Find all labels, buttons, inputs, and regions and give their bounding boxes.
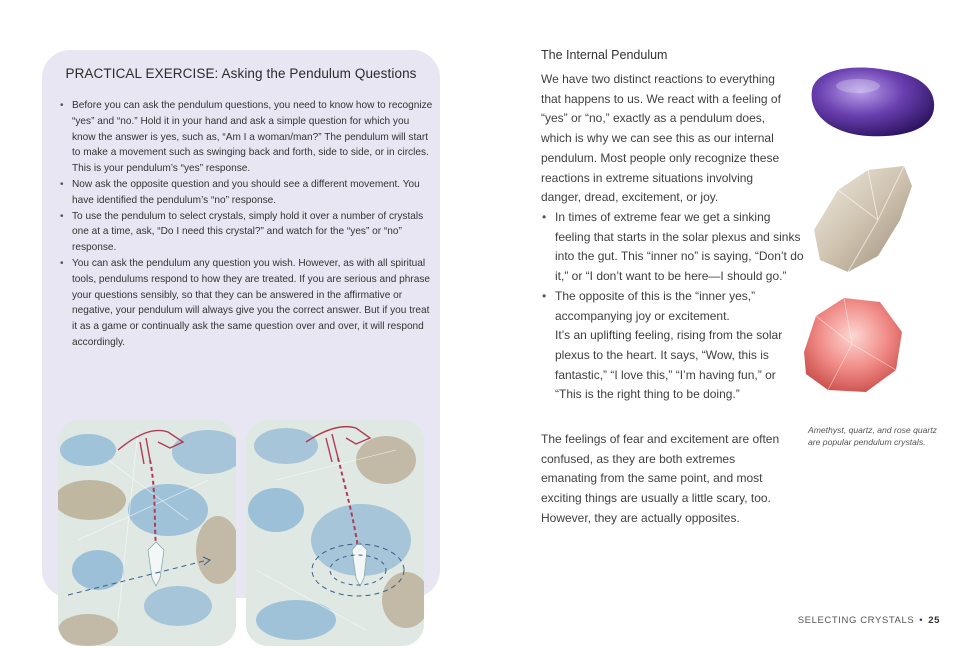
- page-number: 25: [928, 615, 940, 626]
- pendulum-illustration-right: [246, 420, 424, 646]
- reaction-text: In times of extreme fear we get a sinking feeling that starts in the solar plexus and sinks into the gut. This “inner no” is saying, “Don’t do it,” or “I don’t want to be here—I should go.”: [555, 210, 804, 284]
- closing-paragraph: The feelings of fear and excitement are often confused, as they are both extremes emanating from the same point, and most exciting things are usually a little scary, too. However, they are actually opposites.: [541, 432, 780, 525]
- exercise-list: [59, 98, 434, 351]
- intro-paragraph: We have two distinct reactions to everything that happens to us. We react with a feeling of “yes” or “no,” exactly as a pendulum does, which is why we can see this as our internal pendulum. Most people only recognize these reactions in extreme situations involving danger, dread, excitement, or joy.: [541, 72, 781, 205]
- quartz-image: [808, 160, 918, 278]
- footer-separator-icon: •: [919, 615, 924, 626]
- footer-section: SELECTING CRYSTALS: [797, 615, 915, 626]
- reaction-item: [555, 287, 805, 405]
- rose-quartz-image: [800, 292, 906, 396]
- section-title: The Internal Pendulum: [541, 48, 668, 62]
- reaction-continuation: It’s an uplifting feeling, rising from the solar plexus to the heart. It says, “Wow, this is fantastic,” “I love this,” “I’m having fun,” or “This is the right thing to be doing.”: [555, 328, 783, 402]
- exercise-item: • To use the pendulum to select crystals, simply hold it over a number of crystals one at a time, ask, “Do I need this crystal?” and watch for the “yes” or “no” response.: [72, 209, 434, 256]
- exercise-item: • You can ask the pendulum any question you wish. However, as with all spiritual tools, pendulums respond to how they are treated. If you are serious and phrase your questions sensibly, so that they can be answered in the affirmative or negative, your pendulum will always give you the correct answer. But if you treat it as a game or continually ask the same question over and over, it will respond accordingly.: [72, 256, 434, 351]
- reaction-list: [541, 208, 805, 405]
- page-footer: [798, 615, 940, 626]
- reaction-text: The opposite of this is the “inner yes,” accompanying joy or excitement.: [555, 288, 756, 323]
- reaction-item: [555, 208, 805, 287]
- exercise-title: PRACTICAL EXERCISE: Asking the Pendulum Questions: [65, 66, 417, 81]
- exercise-item: • Now ask the opposite question and you should see a different movement. You have identified the pendulum’s “no” response.: [72, 177, 434, 209]
- crystal-caption: Amethyst, quartz, and rose quartz are popular pendulum crystals.: [808, 425, 937, 447]
- amethyst-image: [806, 60, 938, 140]
- exercise-item: • Before you can ask the pendulum questions, you need to know how to recognize “yes” and “no.” Hold it in your hand and ask a simple question for which you know the answer is yes, such as, “Am I a woman/man?” The pendulum will start to make a movement such as swinging back and forth, side to side, or in circles. This is your pendulum’s “yes” response.: [72, 98, 434, 177]
- pendulum-illustration-left: [58, 420, 236, 646]
